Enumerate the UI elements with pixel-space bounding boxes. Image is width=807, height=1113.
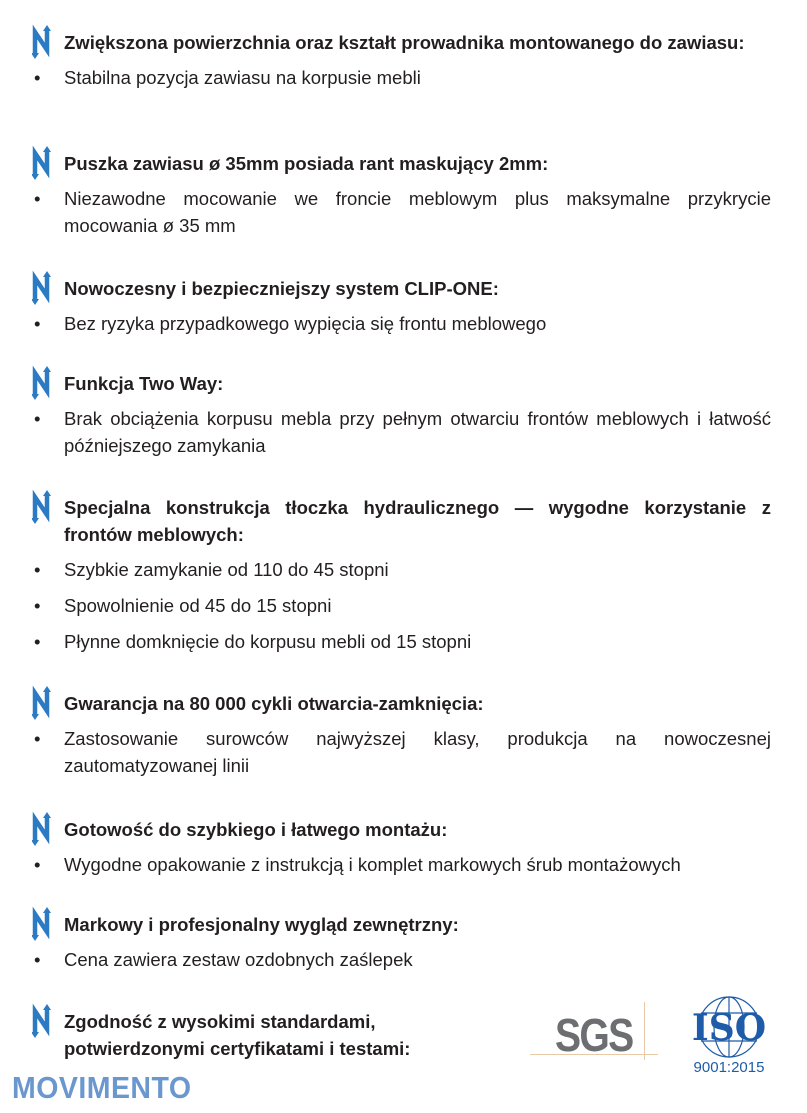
item-text: Cena zawiera zestaw ozdobnych zaślepek bbox=[64, 949, 413, 970]
feature-section bbox=[0, 690, 807, 779]
feature-section bbox=[0, 911, 807, 973]
feature-section bbox=[0, 275, 807, 337]
feature-heading bbox=[64, 690, 771, 717]
bullet: • bbox=[34, 631, 41, 652]
list-item bbox=[34, 64, 771, 91]
movimento-n-icon bbox=[32, 365, 54, 401]
feature-section bbox=[0, 29, 807, 91]
feature-section bbox=[0, 816, 807, 878]
item-text: Spowolnienie od 45 do 15 stopni bbox=[64, 595, 332, 616]
movimento-n-icon bbox=[32, 685, 54, 721]
item-text: Zastosowanie surowców najwyższej klasy, produkcja na nowoczesnej zautomatyzowanej linii bbox=[64, 728, 771, 776]
feature-heading bbox=[64, 816, 771, 843]
movimento-logo: MOVIMENTO bbox=[12, 1070, 192, 1105]
list-item bbox=[34, 628, 771, 655]
list-item bbox=[34, 556, 771, 583]
sgs-text: SGS bbox=[555, 1009, 633, 1061]
list-item bbox=[34, 185, 771, 239]
heading-text: Gotowość do szybkiego i łatwego montażu: bbox=[64, 819, 448, 840]
list-item bbox=[34, 592, 771, 619]
bullet: • bbox=[34, 408, 41, 429]
list-item bbox=[34, 310, 771, 337]
heading-text: Puszka zawiasu ø 35mm posiada rant maskujący 2mm: bbox=[64, 153, 549, 174]
bullet: • bbox=[34, 67, 41, 88]
movimento-n-icon bbox=[32, 24, 54, 60]
heading-text: Funkcja Two Way: bbox=[64, 373, 224, 394]
feature-section bbox=[0, 494, 807, 655]
bullet: • bbox=[34, 188, 41, 209]
movimento-n-icon bbox=[32, 489, 54, 525]
feature-section bbox=[0, 150, 807, 239]
heading-text: Specjalna konstrukcja tłoczka hydraulicznego — wygodne korzystanie z frontów meblowych: bbox=[64, 497, 771, 545]
heading-text: Zwiększona powierzchnia oraz kształt prowadnika montowanego do zawiasu: bbox=[64, 32, 745, 53]
feature-heading bbox=[64, 1008, 504, 1062]
feature-heading bbox=[64, 911, 771, 938]
item-text: Stabilna pozycja zawiasu na korpusie mebli bbox=[64, 67, 421, 88]
iso-standard: 9001:2015 bbox=[693, 1059, 765, 1076]
movimento-n-icon bbox=[32, 811, 54, 847]
iso-logo bbox=[685, 993, 773, 1083]
movimento-n-icon bbox=[32, 270, 54, 306]
item-text: Płynne domknięcie do korpusu mebli od 15 stopni bbox=[64, 631, 472, 652]
feature-heading bbox=[64, 150, 771, 177]
list-item bbox=[34, 851, 771, 878]
bullet: • bbox=[34, 949, 41, 970]
feature-heading bbox=[64, 29, 771, 56]
item-text: Wygodne opakowanie z instrukcją i komplet markowych śrub montażowych bbox=[64, 854, 681, 875]
feature-heading bbox=[64, 370, 771, 397]
feature-heading bbox=[64, 275, 771, 302]
list-item bbox=[34, 946, 771, 973]
bullet: • bbox=[34, 313, 41, 334]
item-text: Brak obciążenia korpusu mebla przy pełnym otwarciu frontów meblowych i łatwość późniejszego zamykania bbox=[64, 408, 771, 456]
feature-heading bbox=[64, 494, 771, 548]
movimento-n-icon bbox=[32, 906, 54, 942]
item-text: Niezawodne mocowanie we froncie meblowym plus maksymalne przykrycie mocowania ø 35 mm bbox=[64, 188, 771, 236]
heading-text: Markowy i profesjonalny wygląd zewnętrzny: bbox=[64, 914, 459, 935]
bullet: • bbox=[34, 728, 41, 749]
bullet: • bbox=[34, 595, 41, 616]
bullet: • bbox=[34, 559, 41, 580]
iso-text: ISO bbox=[691, 1007, 767, 1049]
list-item bbox=[34, 405, 771, 459]
heading-text: Zgodność z wysokimi standardami, potwierdzonymi certyfikatami i testami: bbox=[64, 1011, 411, 1059]
item-text: Bez ryzyka przypadkowego wypięcia się frontu meblowego bbox=[64, 313, 547, 334]
list-item bbox=[34, 725, 771, 779]
heading-text: Gwarancja na 80 000 cykli otwarcia-zamknięcia: bbox=[64, 693, 484, 714]
bullet: • bbox=[34, 854, 41, 875]
sgs-logo bbox=[530, 1002, 658, 1060]
movimento-n-icon bbox=[32, 1003, 54, 1039]
movimento-n-icon bbox=[32, 145, 54, 181]
item-text: Szybkie zamykanie od 110 do 45 stopni bbox=[64, 559, 389, 580]
feature-section bbox=[0, 370, 807, 459]
heading-text: Nowoczesny i bezpieczniejszy system CLIP-ONE: bbox=[64, 278, 499, 299]
